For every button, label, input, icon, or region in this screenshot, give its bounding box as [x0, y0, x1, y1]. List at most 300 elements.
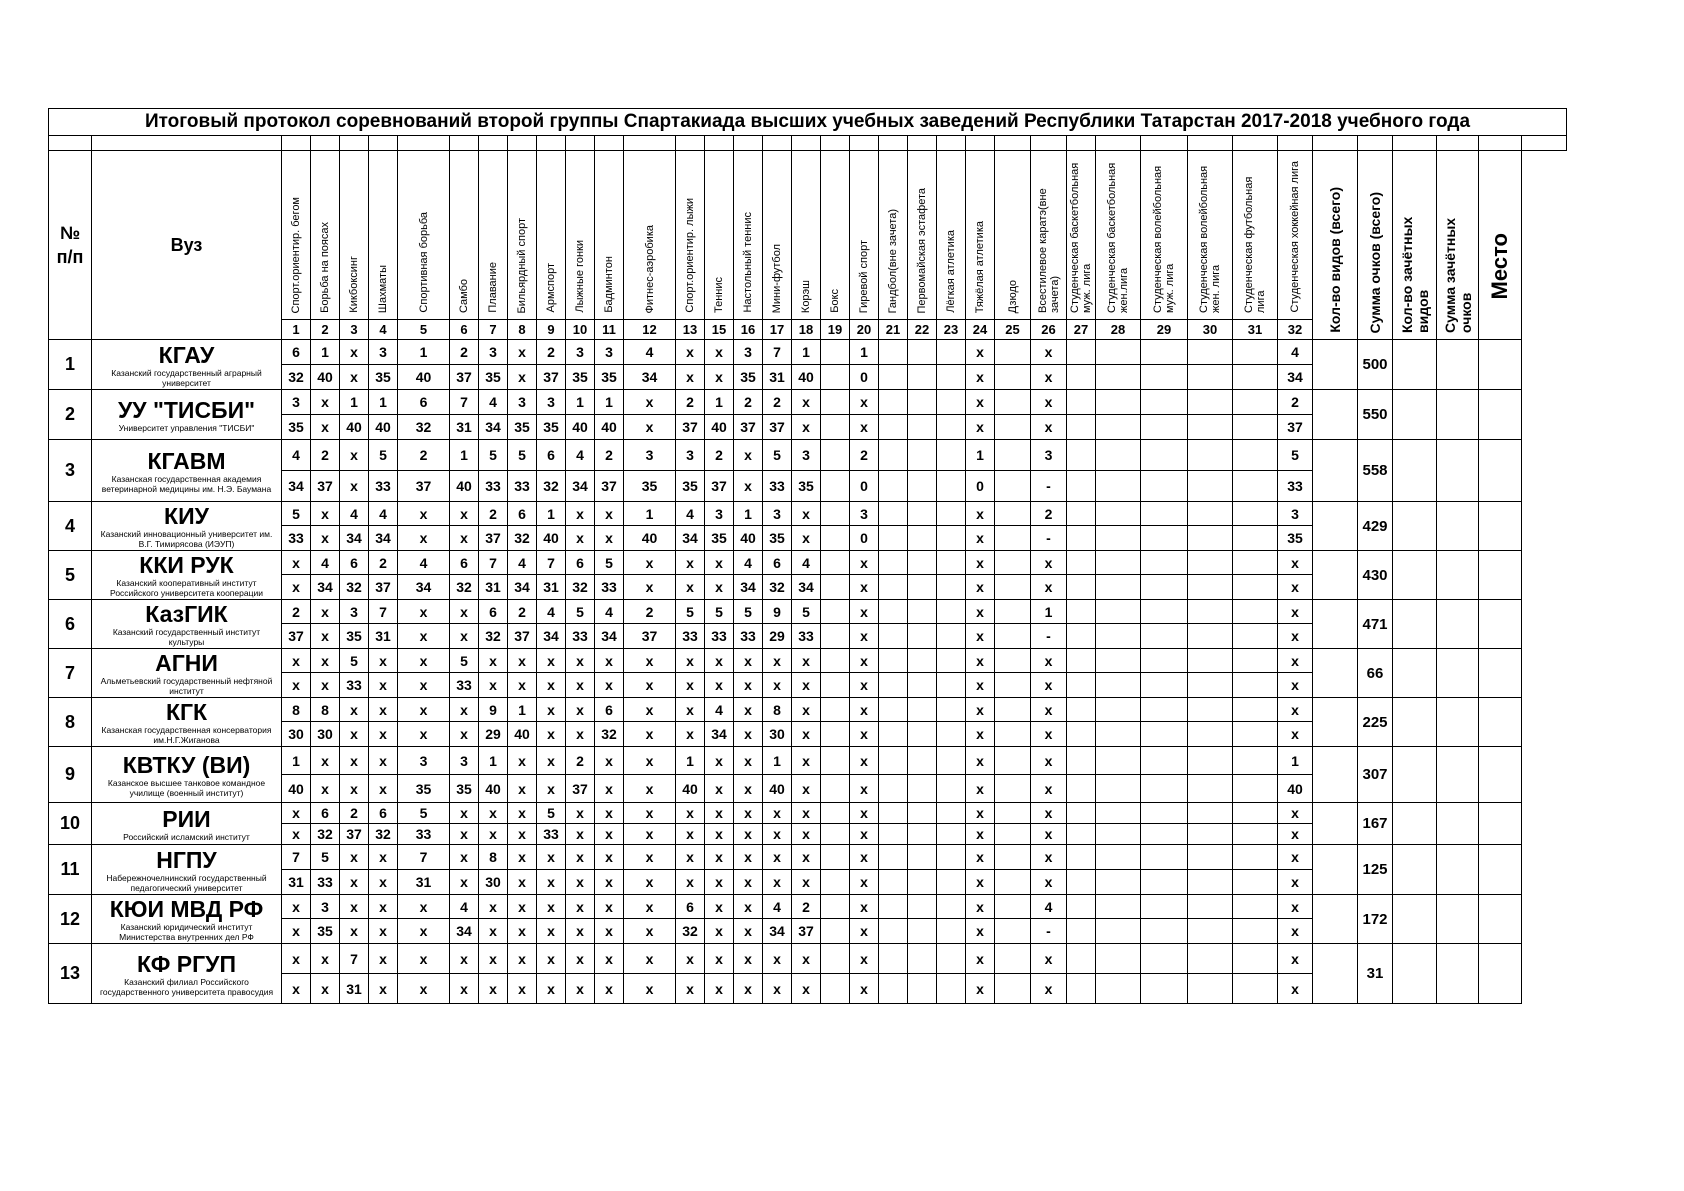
place-cell — [908, 649, 937, 673]
points-cell — [995, 919, 1031, 944]
place-cell: 5 — [595, 551, 624, 575]
place-cell: 5 — [763, 440, 792, 471]
place-cell — [1096, 747, 1141, 775]
points-cell — [1141, 624, 1188, 649]
sport-header-label: Студенческая хоккейная лига — [1289, 161, 1301, 313]
points-cell: х — [537, 722, 566, 747]
points-cell: 34 — [340, 526, 369, 551]
points-cell: 35 — [595, 365, 624, 390]
credit-count-cell — [1393, 895, 1437, 944]
place-cell: х — [595, 502, 624, 526]
place-result-cell — [1479, 502, 1522, 551]
points-cell: х — [705, 775, 734, 803]
place-result-cell — [1479, 845, 1522, 895]
points-cell: 40 — [508, 722, 537, 747]
sport-header — [624, 151, 676, 320]
sport-header — [1141, 151, 1188, 320]
sport-number: 13 — [676, 320, 705, 340]
place-cell: х — [624, 747, 676, 775]
place-cell: х — [792, 502, 821, 526]
vuz-cell — [92, 698, 282, 747]
vuz-full-name: Российский исламский институт — [123, 831, 250, 842]
place-cell — [1096, 845, 1141, 870]
points-cell: 32 — [450, 575, 479, 600]
points-cell: х — [479, 824, 508, 845]
points-cell: 40 — [282, 775, 311, 803]
place-cell — [908, 502, 937, 526]
place-cell: 1 — [966, 440, 995, 471]
total-points: 31 — [1358, 944, 1393, 1004]
place-cell — [1188, 895, 1233, 919]
points-cell: х — [966, 870, 995, 895]
place-cell: х — [450, 502, 479, 526]
points-cell: х — [850, 673, 879, 698]
points-cell — [1067, 415, 1096, 440]
sport-number: 28 — [1096, 320, 1141, 340]
credit-count-cell — [1393, 944, 1437, 1004]
place-cell: 1 — [705, 390, 734, 415]
vuz-cell — [92, 845, 282, 895]
points-cell: 34 — [763, 919, 792, 944]
place-cell: х — [705, 747, 734, 775]
place-cell: х — [537, 698, 566, 722]
points-cell — [1096, 415, 1141, 440]
place-cell: 6 — [479, 600, 508, 624]
place-cell — [1188, 502, 1233, 526]
place-cell: 8 — [311, 698, 340, 722]
place-cell — [821, 340, 850, 365]
table-row — [49, 698, 1567, 722]
place-cell — [879, 698, 908, 722]
credit-sum-cell — [1437, 649, 1479, 698]
place-cell — [1233, 803, 1278, 824]
table-row — [49, 440, 1567, 471]
points-cell: х — [850, 575, 879, 600]
points-cell: х — [792, 526, 821, 551]
points-cell: х — [369, 919, 398, 944]
place-cell: 3 — [595, 340, 624, 365]
points-cell: х — [1278, 870, 1313, 895]
points-cell — [908, 775, 937, 803]
place-cell: х — [792, 845, 821, 870]
points-cell: 34 — [479, 415, 508, 440]
points-cell: 34 — [705, 722, 734, 747]
place-cell: 7 — [450, 390, 479, 415]
vuz-cell — [92, 944, 282, 1004]
place-cell: х — [282, 649, 311, 673]
sport-number: 32 — [1278, 320, 1313, 340]
points-cell: 37 — [537, 365, 566, 390]
place-cell — [908, 895, 937, 919]
place-cell: х — [450, 803, 479, 824]
place-cell: х — [311, 649, 340, 673]
total-points: 471 — [1358, 600, 1393, 649]
total-points: 167 — [1358, 803, 1393, 845]
credit-count-cell — [1393, 340, 1437, 390]
points-cell: х — [1278, 919, 1313, 944]
place-cell: 7 — [537, 551, 566, 575]
place-cell — [1188, 803, 1233, 824]
points-cell: - — [1031, 471, 1067, 502]
place-cell: 4 — [734, 551, 763, 575]
place-cell: 5 — [566, 600, 595, 624]
place-cell: 1 — [1031, 600, 1067, 624]
vuz-abbr: КВТКУ (ВИ) — [122, 751, 251, 778]
points-cell: 35 — [369, 365, 398, 390]
points-cell — [1096, 824, 1141, 845]
place-cell: х — [311, 600, 340, 624]
points-cell: х — [705, 919, 734, 944]
points-cell — [908, 974, 937, 1004]
points-cell — [879, 722, 908, 747]
points-cell: 32 — [282, 365, 311, 390]
points-cell — [1233, 722, 1278, 747]
place-cell — [1067, 698, 1096, 722]
sport-number: 18 — [792, 320, 821, 340]
points-cell: 32 — [508, 526, 537, 551]
points-cell: 34 — [676, 526, 705, 551]
place-cell: 7 — [369, 600, 398, 624]
place-cell — [1141, 803, 1188, 824]
place-cell — [995, 390, 1031, 415]
place-cell: х — [566, 698, 595, 722]
points-cell: 40 — [369, 415, 398, 440]
place-cell — [1067, 390, 1096, 415]
vuz-full-name: Казанское высшее танковое командное училище (военный институт) — [107, 777, 266, 798]
points-cell: х — [763, 974, 792, 1004]
points-cell: 37 — [282, 624, 311, 649]
place-cell — [1096, 600, 1141, 624]
place-cell: х — [705, 340, 734, 365]
place-cell: х — [705, 845, 734, 870]
points-cell: х — [508, 775, 537, 803]
place-cell: х — [966, 340, 995, 365]
points-cell: 33 — [340, 673, 369, 698]
place-cell: х — [340, 845, 369, 870]
points-cell — [1233, 974, 1278, 1004]
place-cell: х — [734, 803, 763, 824]
place-cell: х — [624, 649, 676, 673]
place-cell — [937, 551, 966, 575]
place-cell: х — [850, 803, 879, 824]
sport-header — [821, 151, 850, 320]
points-cell: х — [676, 974, 705, 1004]
place-cell — [1096, 803, 1141, 824]
points-cell: х — [450, 870, 479, 895]
sport-header — [850, 151, 879, 320]
place-result-cell — [1479, 440, 1522, 502]
points-cell: х — [1031, 365, 1067, 390]
table-row — [49, 502, 1567, 526]
place-cell: х — [479, 803, 508, 824]
points-cell: х — [792, 415, 821, 440]
sport-number: 15 — [705, 320, 734, 340]
points-cell: 34 — [508, 575, 537, 600]
points-cell: х — [479, 974, 508, 1004]
points-cell: х — [340, 775, 369, 803]
place-cell — [1233, 340, 1278, 365]
points-cell — [1096, 775, 1141, 803]
points-cell — [1141, 775, 1188, 803]
place-cell: х — [311, 747, 340, 775]
points-cell — [908, 471, 937, 502]
count-cell — [1313, 390, 1358, 440]
points-cell: 40 — [311, 365, 340, 390]
points-cell: х — [850, 870, 879, 895]
sport-header — [937, 151, 966, 320]
points-cell — [937, 870, 966, 895]
place-cell — [1141, 551, 1188, 575]
place-cell: х — [450, 698, 479, 722]
points-cell — [821, 974, 850, 1004]
points-cell: 31 — [479, 575, 508, 600]
place-cell — [1141, 944, 1188, 974]
place-cell: 3 — [566, 340, 595, 365]
points-cell — [995, 870, 1031, 895]
points-cell — [821, 775, 850, 803]
points-cell: х — [1278, 722, 1313, 747]
points-cell: 35 — [792, 471, 821, 502]
points-cell: 32 — [340, 575, 369, 600]
points-cell: х — [537, 974, 566, 1004]
place-cell — [821, 698, 850, 722]
place-cell: х — [966, 698, 995, 722]
sport-header-label: Гиревой спорт — [858, 239, 870, 313]
sport-header — [537, 151, 566, 320]
place-cell: 2 — [479, 502, 508, 526]
place-cell: 9 — [479, 698, 508, 722]
place-cell — [879, 551, 908, 575]
points-cell: х — [537, 919, 566, 944]
place-cell: 1 — [369, 390, 398, 415]
place-cell: 3 — [624, 440, 676, 471]
points-cell — [937, 471, 966, 502]
points-cell: 34 — [792, 575, 821, 600]
place-cell: х — [595, 845, 624, 870]
place-cell — [908, 600, 937, 624]
points-cell: 0 — [850, 365, 879, 390]
place-cell — [1067, 440, 1096, 471]
place-cell: х — [966, 845, 995, 870]
place-cell — [908, 747, 937, 775]
place-cell: 7 — [479, 551, 508, 575]
points-cell — [1067, 471, 1096, 502]
row-number: 1 — [49, 340, 92, 390]
place-cell: 5 — [398, 803, 450, 824]
points-cell — [1096, 575, 1141, 600]
points-cell: 31 — [763, 365, 792, 390]
place-cell: х — [676, 845, 705, 870]
row-number: 13 — [49, 944, 92, 1004]
sport-header-label: Всестилевое каратэ(вне зачета) — [1036, 188, 1061, 313]
points-cell: 37 — [792, 919, 821, 944]
place-cell — [821, 895, 850, 919]
place-cell — [879, 895, 908, 919]
place-cell: 7 — [398, 845, 450, 870]
place-cell: х — [282, 895, 311, 919]
place-cell — [1233, 502, 1278, 526]
vuz-full-name: Казанский кооперативный институт Российского университета кооперации — [110, 578, 263, 598]
sport-header — [1278, 151, 1313, 320]
place-cell: х — [734, 440, 763, 471]
sport-header — [676, 151, 705, 320]
points-cell: х — [624, 870, 676, 895]
place-cell: х — [850, 944, 879, 974]
points-cell: х — [1278, 673, 1313, 698]
place-cell — [908, 340, 937, 365]
points-cell: х — [624, 415, 676, 440]
points-cell: 40 — [595, 415, 624, 440]
place-cell — [995, 502, 1031, 526]
credit-sum-cell — [1437, 944, 1479, 1004]
sport-header — [398, 151, 450, 320]
place-cell: х — [676, 551, 705, 575]
points-cell — [1188, 722, 1233, 747]
sport-header-label: Мини-футбол — [771, 243, 783, 313]
points-cell — [1141, 526, 1188, 551]
points-cell — [1096, 673, 1141, 698]
count-cell — [1313, 698, 1358, 747]
place-cell: 1 — [850, 340, 879, 365]
place-cell: 4 — [595, 600, 624, 624]
credit-sum-header-label: Сумма зачётных очков — [1441, 217, 1474, 333]
points-cell: 33 — [763, 471, 792, 502]
vuz-full-name: Альметьевский государственный нефтяной институт — [100, 676, 273, 696]
place-cell: 4 — [311, 551, 340, 575]
place-cell: х — [566, 895, 595, 919]
place-cell — [937, 649, 966, 673]
points-cell: х — [792, 775, 821, 803]
points-cell: х — [624, 919, 676, 944]
points-cell — [1188, 526, 1233, 551]
place-cell: х — [1278, 895, 1313, 919]
points-cell: 33 — [792, 624, 821, 649]
points-cell — [1233, 919, 1278, 944]
place-cell: х — [595, 649, 624, 673]
place-cell: х — [1278, 803, 1313, 824]
place-cell — [937, 600, 966, 624]
points-cell: х — [966, 415, 995, 440]
place-cell: 6 — [282, 340, 311, 365]
points-cell — [1141, 974, 1188, 1004]
sport-header-label: Студенческая волейбольная муж. лига — [1152, 165, 1176, 313]
points-cell: 30 — [311, 722, 340, 747]
points-cell: 40 — [792, 365, 821, 390]
sport-header-label: Гандбол(вне зачета) — [887, 208, 899, 313]
place-cell: 5 — [311, 845, 340, 870]
place-cell — [879, 440, 908, 471]
place-cell — [995, 551, 1031, 575]
place-cell: х — [850, 845, 879, 870]
table-row — [49, 340, 1567, 365]
count-cell — [1313, 502, 1358, 551]
place-cell: 1 — [537, 502, 566, 526]
points-cell: х — [1031, 974, 1067, 1004]
place-cell: 6 — [311, 803, 340, 824]
points-cell: х — [676, 575, 705, 600]
points-cell: х — [763, 673, 792, 698]
place-header-label: Место — [1487, 232, 1512, 299]
place-cell: х — [966, 803, 995, 824]
points-cell: 33 — [676, 624, 705, 649]
points-cell: х — [595, 870, 624, 895]
sport-number: 11 — [595, 320, 624, 340]
place-cell: 2 — [624, 600, 676, 624]
place-cell: х — [850, 551, 879, 575]
points-cell — [995, 471, 1031, 502]
points-cell — [937, 722, 966, 747]
points-cell — [995, 974, 1031, 1004]
points-cell: х — [624, 824, 676, 845]
place-cell — [1141, 895, 1188, 919]
place-cell — [1141, 390, 1188, 415]
points-cell: 32 — [763, 575, 792, 600]
points-cell: 34 — [566, 471, 595, 502]
points-cell — [821, 919, 850, 944]
place-result-cell — [1479, 747, 1522, 803]
sport-header — [908, 151, 937, 320]
vuz-full-name: Казанская государственная консерватория им.Н.Г.Жиганова — [101, 725, 272, 745]
place-cell: х — [850, 649, 879, 673]
points-cell: х — [282, 575, 311, 600]
points-cell: 30 — [763, 722, 792, 747]
points-cell: 35 — [311, 919, 340, 944]
sport-header — [282, 151, 311, 320]
points-cell: 40 — [479, 775, 508, 803]
place-cell — [821, 803, 850, 824]
place-cell: х — [566, 649, 595, 673]
place-cell: х — [537, 649, 566, 673]
points-cell: 33 — [1278, 471, 1313, 502]
place-cell: х — [311, 944, 340, 974]
table-row — [49, 551, 1567, 575]
place-cell: 6 — [676, 895, 705, 919]
points-cell: 33 — [734, 624, 763, 649]
place-cell — [995, 747, 1031, 775]
sport-header — [1067, 151, 1096, 320]
points-cell: 40 — [566, 415, 595, 440]
vuz-cell — [92, 803, 282, 845]
points-cell: х — [1278, 624, 1313, 649]
points-cell — [995, 526, 1031, 551]
place-cell — [1067, 944, 1096, 974]
num-header: № п/п — [49, 151, 92, 340]
table-row — [49, 600, 1567, 624]
place-cell — [821, 440, 850, 471]
points-cell — [908, 575, 937, 600]
credit-count-cell — [1393, 440, 1437, 502]
points-cell — [1067, 722, 1096, 747]
points-cell: х — [734, 673, 763, 698]
points-cell: х — [792, 974, 821, 1004]
total-points: 307 — [1358, 747, 1393, 803]
points-cell: х — [966, 775, 995, 803]
points-cell — [937, 526, 966, 551]
points-cell — [1233, 365, 1278, 390]
place-cell: х — [508, 340, 537, 365]
points-cell: 32 — [479, 624, 508, 649]
place-cell: х — [1031, 698, 1067, 722]
points-cell — [1067, 526, 1096, 551]
place-cell — [1096, 502, 1141, 526]
credit-sum-cell — [1437, 600, 1479, 649]
place-cell — [995, 340, 1031, 365]
place-cell — [995, 895, 1031, 919]
points-cell: 0 — [850, 471, 879, 502]
credit-sum-cell — [1437, 390, 1479, 440]
sport-header — [734, 151, 763, 320]
place-cell — [1233, 649, 1278, 673]
